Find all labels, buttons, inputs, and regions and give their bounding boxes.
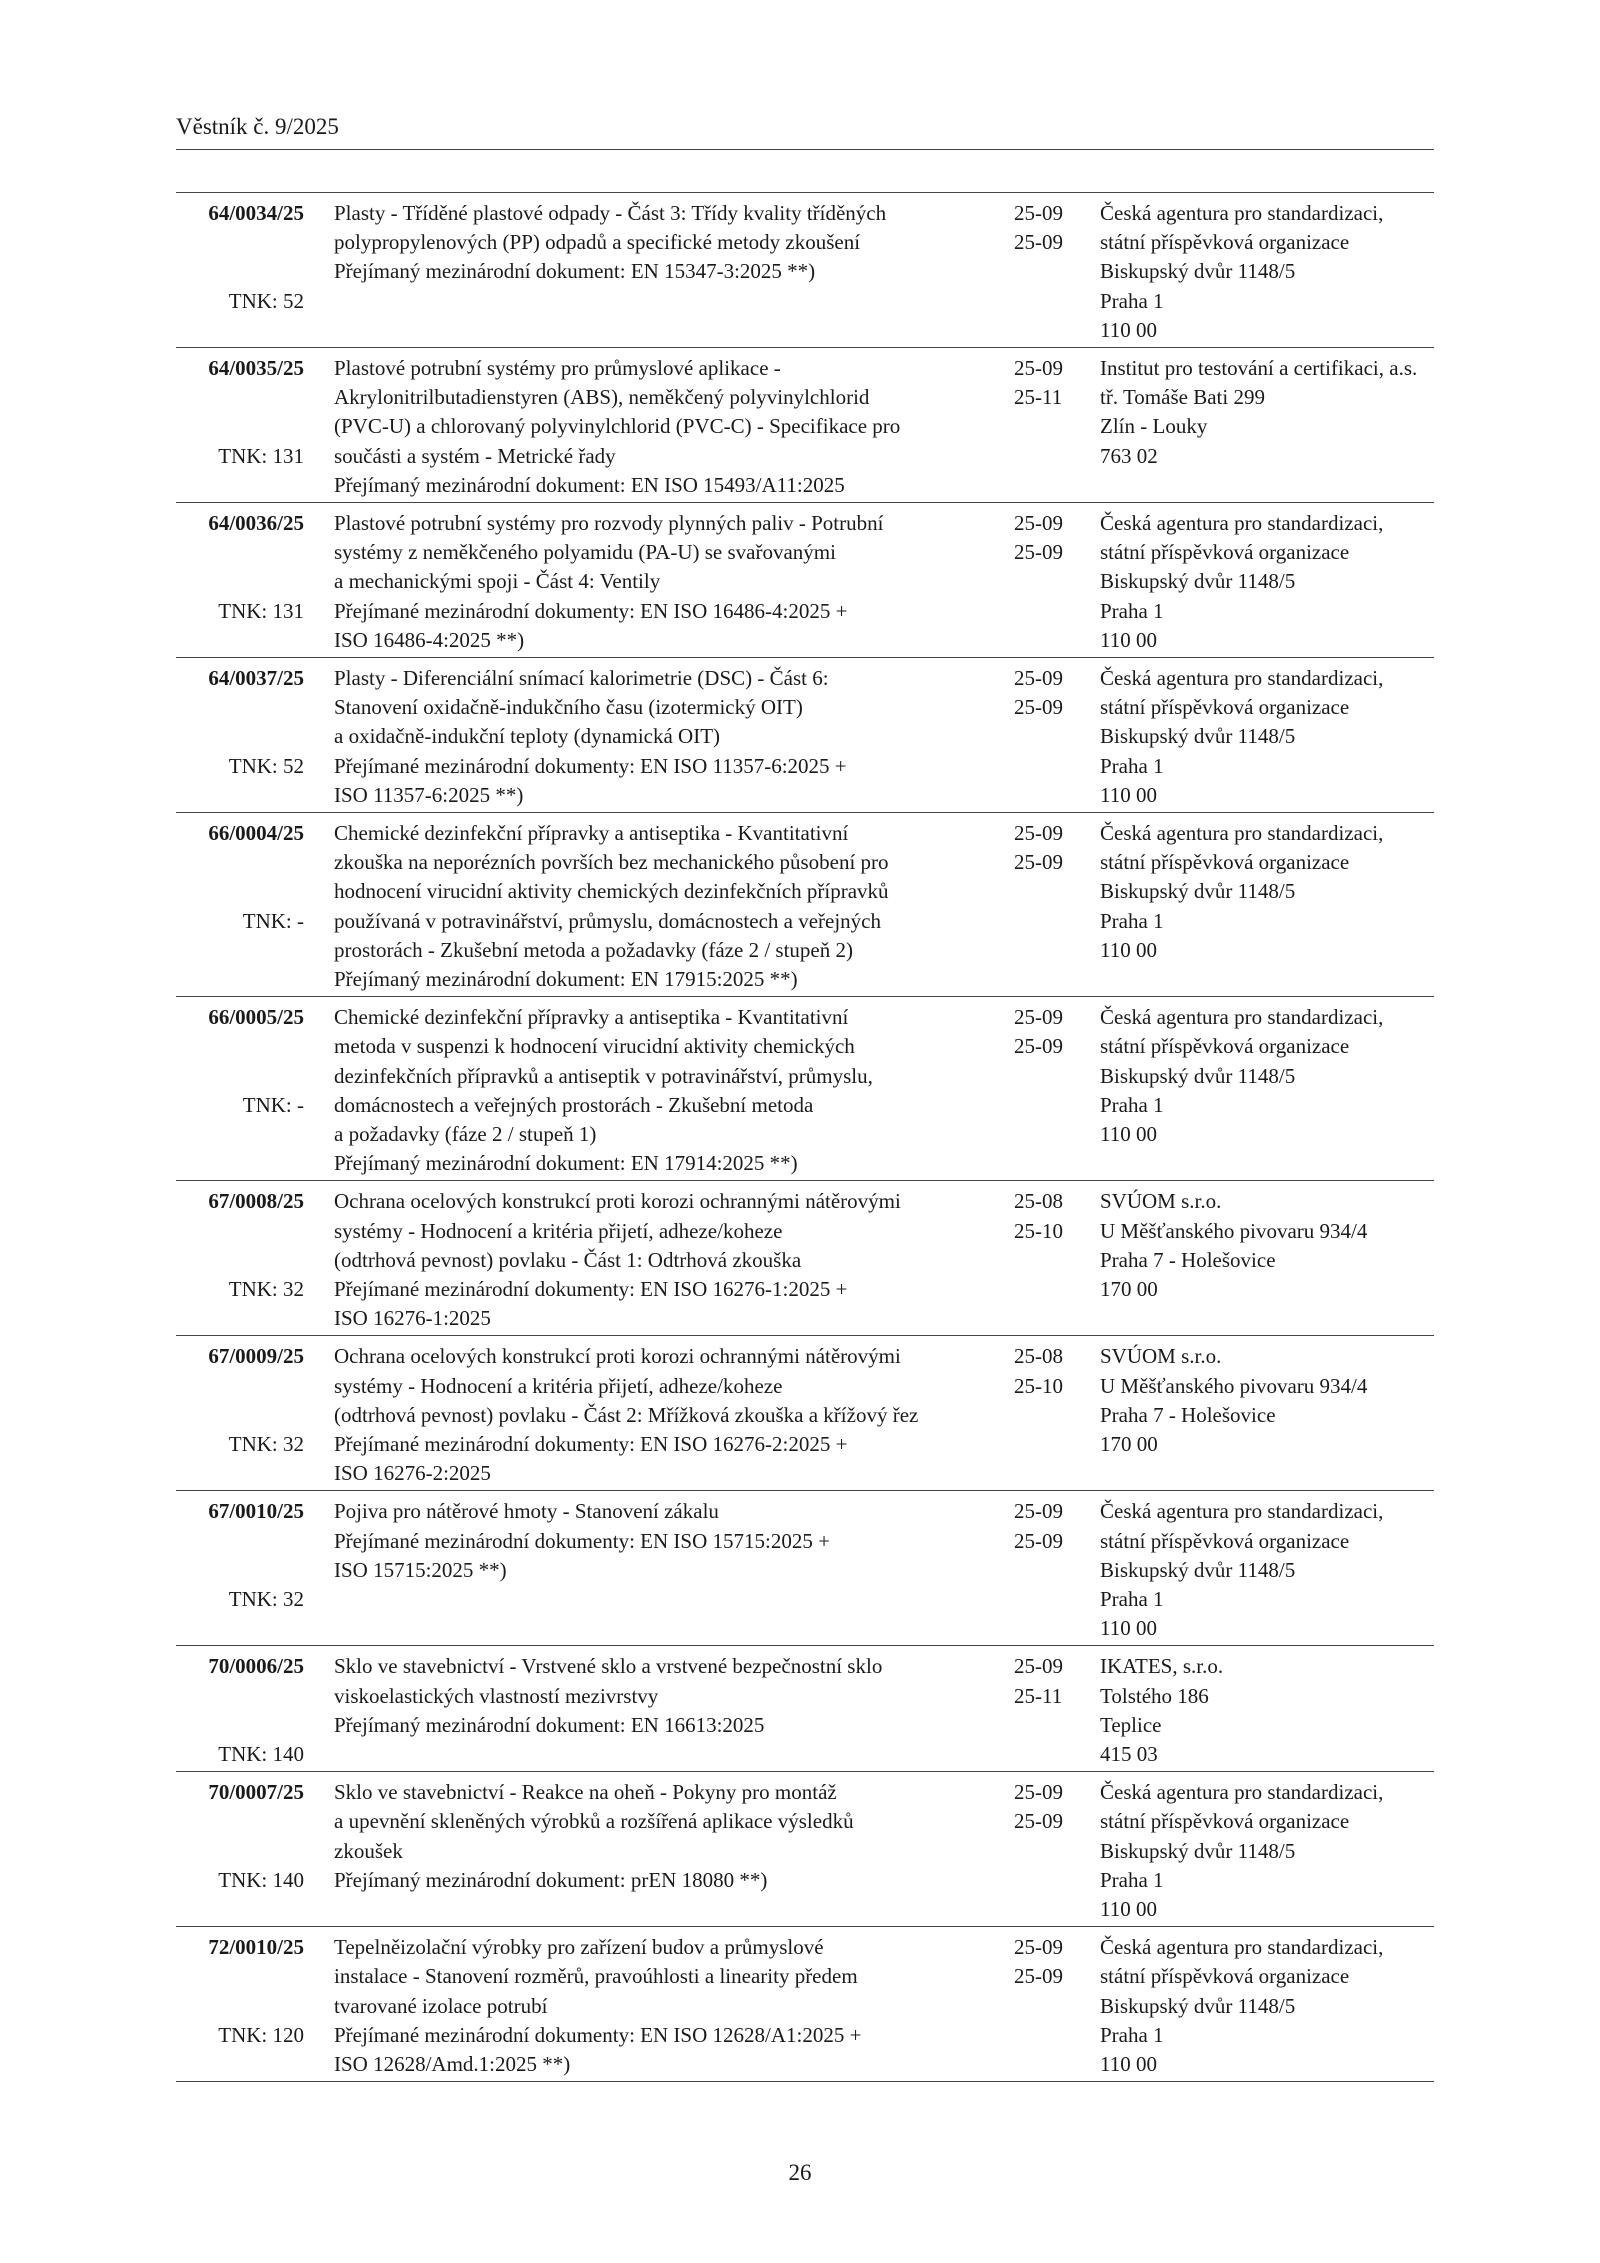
standard-number: 70/0006/25 — [208, 1654, 304, 1679]
standard-title: Pojiva pro nátěrové hmoty - Stanovení zákalu Přejímané mezinárodní dokumenty: EN ISO 15715:2025 + ISO 15715:2025 **) — [334, 1499, 830, 1582]
table-row — [176, 503, 1434, 658]
standard-title: Ochrana ocelových konstrukcí proti korozi ochrannými nátěrovými systémy - Hodnocení a kritéria přijetí, adheze/koheze (odtrhová pevnost) povlaku - Část 2: Mřížková zkouška a křížový řez Přejímané mezinárodní dokumenty: EN ISO 16276-2:2025 + ISO 16276-2:2025 — [334, 1344, 919, 1486]
table-row — [176, 813, 1434, 997]
standard-title: Tepelněizolační výrobky pro zařízení budov a průmyslové instalace - Stanovení rozměrů, pravoúhlosti a linearity předem tvarované izolace potrubí Přejímané mezinárodní dokumenty: EN ISO 12628/A1:2025 + ISO 12628/Amd.1:2025 **) — [334, 1935, 862, 2076]
standard-number: 70/0007/25 — [208, 1780, 304, 1805]
processor-organization: Institut pro testování a certifikaci, a.s. tř. Tomáše Bati 299 Zlín - Louky 763 02 — [1100, 356, 1418, 468]
standard-dates: 25-09 25-09 — [1014, 666, 1063, 720]
table-row — [176, 997, 1434, 1181]
standard-dates: 25-09 25-09 — [1014, 1005, 1063, 1059]
standard-number: 67/0009/25 — [208, 1344, 304, 1369]
standard-dates: 25-09 25-09 — [1014, 821, 1063, 875]
standard-dates: 25-09 25-11 — [1014, 356, 1063, 410]
table-row — [176, 193, 1434, 348]
table-row — [176, 1491, 1434, 1646]
tnk-label: TNK: 52 — [228, 753, 304, 778]
standard-number: 64/0037/25 — [208, 666, 304, 690]
processor-organization: Česká agentura pro standardizaci, státní příspěvková organizace Biskupský dvůr 1148/5 Praha 1 110 00 — [1100, 1499, 1384, 1641]
standard-number: 66/0004/25 — [208, 821, 304, 845]
processor-organization: Česká agentura pro standardizaci, státní příspěvková organizace Biskupský dvůr 1148/5 Praha 1 110 00 — [1100, 666, 1384, 807]
standard-title: Sklo ve stavebnictví - Vrstvené sklo a vrstvené bezpečnostní sklo viskoelastických vlastností mezivrstvy Přejímaný mezinárodní dokument: EN 16613:2025 — [334, 1654, 883, 1737]
processor-organization: Česká agentura pro standardizaci, státní příspěvková organizace Biskupský dvůr 1148/5 Praha 1 110 00 — [1100, 511, 1384, 652]
table-row — [176, 348, 1434, 503]
table-row — [176, 658, 1434, 813]
standard-title: Plastové potrubní systémy pro průmyslové aplikace - Akrylonitrilbutadienstyren (ABS), neměkčený polyvinylchlorid (PVC-U) a chlorovaný polyvinylchlorid (PVC-C) - Specifikace pro součásti a systém - Metrické řady Přejímaný mezinárodní dokument: EN ISO 15493/A11:2025 — [334, 356, 901, 497]
processor-organization: Česká agentura pro standardizaci, státní příspěvková organizace Biskupský dvůr 1148/5 Praha 1 110 00 — [1100, 1780, 1384, 1921]
tnk-label: TNK: - — [242, 1092, 304, 1117]
standard-dates: 25-09 25-09 — [1014, 1499, 1063, 1553]
tnk-label: TNK: - — [242, 908, 304, 933]
processor-organization: IKATES, s.r.o. Tolstého 186 Teplice 415 03 — [1100, 1654, 1224, 1766]
tnk-label: TNK: 140 — [218, 1867, 304, 1892]
tnk-label: TNK: 131 — [218, 598, 304, 623]
standard-dates: 25-09 25-09 — [1014, 1780, 1063, 1834]
standard-title: Plasty - Tříděné plastové odpady - Část 3: Třídy kvality tříděných polypropylenových (PP) odpadů a specifické metody zkoušení Přejímaný mezinárodní dokument: EN 15347-3:2025 **) — [334, 201, 887, 284]
standard-title: Chemické dezinfekční přípravky a antiseptika - Kvantitativní zkouška na neporézních površích bez mechanického působení pro hodnocení virucidní aktivity chemických dezinfekčních přípravků používaná v potravinářství, průmyslu, domácnostech a veřejných prostorách - Zkušební metoda a požadavky (fáze 2 / stupeň 2) Přejímaný mezinárodní dokument: EN 17915:2025 **) — [334, 821, 889, 992]
tnk-label: TNK: 140 — [218, 1741, 304, 1766]
processor-organization: SVÚOM s.r.o. U Měšťanského pivovaru 934/4 Praha 7 - Holešovice 170 00 — [1100, 1344, 1368, 1456]
table-row — [176, 1181, 1434, 1336]
standard-number: 67/0010/25 — [208, 1499, 304, 1524]
standard-number: 72/0010/25 — [208, 1935, 304, 1960]
standard-title: Sklo ve stavebnictví - Reakce na oheň - Pokyny pro montáž a upevnění skleněných výrobků a rozšířená aplikace výsledků zkoušek Přejímaný mezinárodní dokument: prEN 18080 **) — [334, 1780, 854, 1892]
tnk-label: TNK: 32 — [228, 1276, 304, 1301]
standard-dates: 25-08 25-10 — [1014, 1344, 1063, 1398]
standard-title: Plastové potrubní systémy pro rozvody plynných paliv - Potrubní systémy z neměkčeného polyamidu (PA-U) se svařovanými a mechanickými spoji - Část 4: Ventily Přejímané mezinárodní dokumenty: EN ISO 16486-4:2025 + ISO 16486-4:2025 **) — [334, 511, 884, 652]
table-row — [176, 1646, 1434, 1772]
standard-title: Plasty - Diferenciální snímací kalorimetrie (DSC) - Část 6: Stanovení oxidačně-indukčního času (izotermický OIT) a oxidačně-indukční teploty (dynamická OIT) Přejímané mezinárodní dokumenty: EN ISO 11357-6:2025 + ISO 11357-6:2025 **) — [334, 666, 847, 807]
standard-number: 64/0034/25 — [208, 201, 304, 225]
standard-title: Ochrana ocelových konstrukcí proti korozi ochrannými nátěrovými systémy - Hodnocení a kritéria přijetí, adheze/koheze (odtrhová pevnost) povlaku - Část 1: Odtrhová zkouška Přejímané mezinárodní dokumenty: EN ISO 16276-1:2025 + ISO 16276-1:2025 — [334, 1189, 901, 1331]
table-row — [176, 1336, 1434, 1491]
standard-dates: 25-09 25-09 — [1014, 511, 1063, 565]
standard-number: 64/0036/25 — [208, 511, 304, 535]
processor-organization: Česká agentura pro standardizaci, státní příspěvková organizace Biskupský dvůr 1148/5 Praha 1 110 00 — [1100, 201, 1384, 342]
processor-organization: Česká agentura pro standardizaci, státní příspěvková organizace Biskupský dvůr 1148/5 Praha 1 110 00 — [1100, 821, 1384, 962]
standards-table — [176, 192, 1434, 2082]
standard-dates: 25-09 25-11 — [1014, 1654, 1063, 1708]
table-row — [176, 1772, 1434, 1927]
tnk-label: TNK: 120 — [218, 2022, 304, 2047]
standard-number: 64/0035/25 — [208, 356, 304, 380]
tnk-label: TNK: 52 — [228, 288, 304, 313]
standard-dates: 25-09 25-09 — [1014, 1935, 1063, 1989]
processor-organization: Česká agentura pro standardizaci, státní příspěvková organizace Biskupský dvůr 1148/5 Praha 1 110 00 — [1100, 1005, 1384, 1146]
bulletin-header: Věstník č. 9/2025 — [176, 112, 1434, 150]
standard-title: Chemické dezinfekční přípravky a antiseptika - Kvantitativní metoda v suspenzi k hodnocení virucidní aktivity chemických dezinfekčních přípravků a antiseptik v potravinářství, průmyslu, domácnostech a veřejných prostorách - Zkušební metoda a požadavky (fáze 2 / stupeň 1) Přejímaný mezinárodní dokument: EN 17914:2025 **) — [334, 1005, 873, 1176]
page-number: 26 — [788, 2160, 812, 2185]
standard-number: 67/0008/25 — [208, 1189, 304, 1214]
processor-organization: Česká agentura pro standardizaci, státní příspěvková organizace Biskupský dvůr 1148/5 Praha 1 110 00 — [1100, 1935, 1384, 2076]
tnk-label: TNK: 32 — [228, 1431, 304, 1456]
table-row — [176, 1927, 1434, 2082]
standard-number: 66/0005/25 — [208, 1005, 304, 1030]
tnk-label: TNK: 32 — [228, 1586, 304, 1611]
standard-dates: 25-09 25-09 — [1014, 201, 1063, 255]
processor-organization: SVÚOM s.r.o. U Měšťanského pivovaru 934/4 Praha 7 - Holešovice 170 00 — [1100, 1189, 1368, 1301]
standard-dates: 25-08 25-10 — [1014, 1189, 1063, 1243]
tnk-label: TNK: 131 — [218, 443, 304, 468]
